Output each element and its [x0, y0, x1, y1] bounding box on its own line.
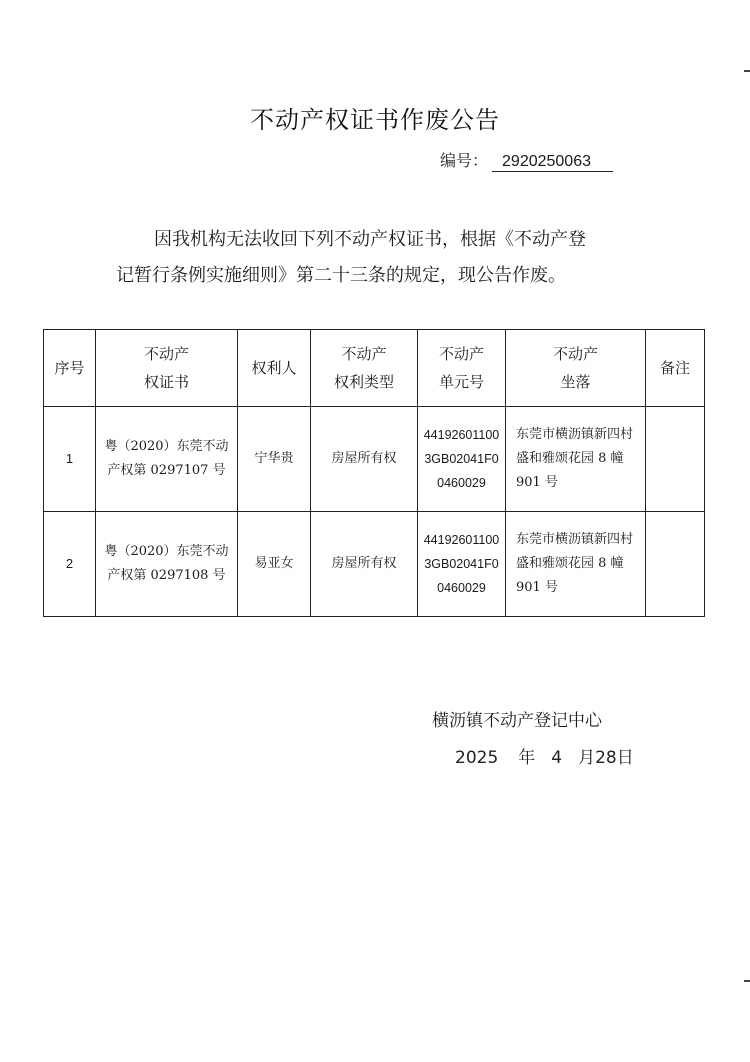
row-right-type: 房屋所有权 — [311, 512, 418, 617]
row-certificate: 粤（2020）东莞不动 产权第 0297107 号 — [96, 407, 238, 512]
row-holder: 易亚女 — [238, 512, 311, 617]
row-remark — [646, 407, 705, 512]
header-remark: 备注 — [646, 330, 705, 407]
void-certificate-table — [43, 329, 705, 617]
issue-date — [455, 743, 634, 768]
scan-edge-mark — [744, 980, 750, 982]
row-holder: 宁华贵 — [238, 407, 311, 512]
row-seq: 1 — [44, 407, 96, 512]
date-year-unit: 年 — [518, 748, 536, 768]
row-certificate: 粤（2020）东莞不动 产权第 0297108 号 — [96, 512, 238, 617]
table-header-row — [44, 330, 705, 407]
row-unit-number: 441926011003GB02041F00460029 — [418, 512, 506, 617]
document-number-value: 2920250063 — [492, 153, 613, 172]
header-right-type: 不动产 权利类型 — [311, 330, 418, 407]
document-number — [440, 148, 613, 172]
scan-edge-mark — [744, 70, 750, 72]
document-number-label: 编号： — [440, 151, 489, 170]
notice-paragraph-line-2: 记暂行条例实施细则》第二十三条的规定，现公告作废。 — [116, 265, 566, 286]
row-unit-number: 441926011003GB02041F00460029 — [418, 407, 506, 512]
date-day-unit: 日 — [616, 748, 634, 768]
header-holder: 权利人 — [238, 330, 311, 407]
page-title: 不动产权证书作废公告 — [250, 106, 500, 134]
row-remark — [646, 512, 705, 617]
table-row — [44, 407, 705, 512]
table-row — [44, 512, 705, 617]
notice-paragraph-line-1: 因我机构无法收回下列不动产权证书，根据《不动产登 — [154, 229, 586, 250]
header-location: 不动产 坐落 — [506, 330, 646, 407]
date-year: 2025 — [455, 748, 499, 768]
date-month-unit: 月 — [578, 748, 596, 768]
row-seq: 2 — [44, 512, 96, 617]
date-month: 4 — [551, 748, 563, 768]
header-unit-number: 不动产 单元号 — [418, 330, 506, 407]
date-day: 28 — [595, 748, 617, 768]
header-certificate: 不动产 权证书 — [96, 330, 238, 407]
issuer-name: 横沥镇不动产登记中心 — [432, 711, 602, 731]
row-location: 东莞市横沥镇新四村盛和雅颂花园 8 幢 901 号 — [506, 512, 646, 617]
header-seq: 序号 — [44, 330, 96, 407]
row-location: 东莞市横沥镇新四村盛和雅颂花园 8 幢 901 号 — [506, 407, 646, 512]
row-right-type: 房屋所有权 — [311, 407, 418, 512]
